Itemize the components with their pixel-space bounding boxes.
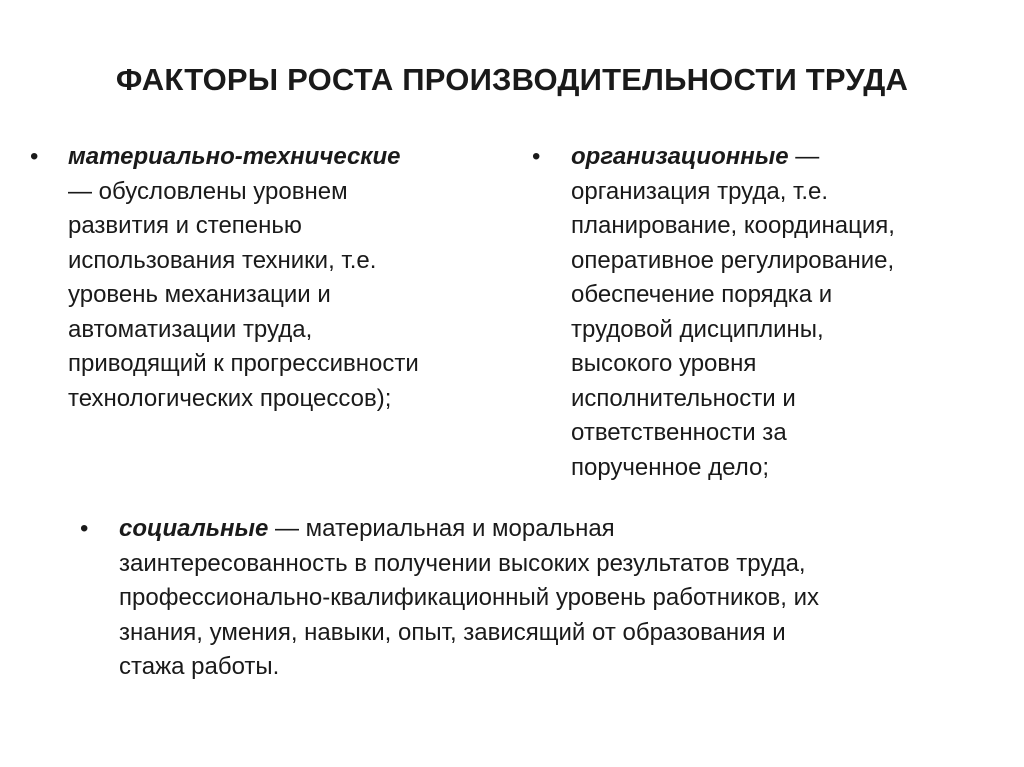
factor-text-line: исполнительности и	[571, 384, 796, 412]
factor-organizational	[571, 140, 991, 485]
factor-text-line: технологических процессов);	[68, 384, 392, 412]
factor-term: организационные	[571, 143, 789, 170]
factor-heading-line	[571, 140, 991, 175]
page-title: ФАКТОРЫ РОСТА ПРОИЗВОДИТЕЛЬНОСТИ ТРУДА	[115, 62, 909, 97]
factor-text-line: развития и степенью	[68, 212, 302, 239]
factor-text-line: автоматизации труда,	[68, 315, 313, 343]
factor-term: социальные	[119, 515, 269, 542]
bullet-marker: •	[80, 515, 89, 542]
factor-text-line: высокого уровня	[571, 350, 757, 377]
factor-text-line: заинтересованность в получении высоких результатов труда,	[119, 549, 806, 577]
factor-text-line: стажа работы.	[119, 653, 280, 680]
factor-text-line: — обусловлены уровнем	[68, 177, 348, 205]
factor-text-line: знания, умения, навыки, опыт, зависящий от образования и	[119, 618, 786, 646]
factor-dash: —	[788, 143, 820, 170]
factor-text-line: приводящий к прогрессивности	[68, 350, 419, 377]
factor-text-line: обеспечение порядка и	[571, 281, 833, 308]
factor-term: материально-технические	[68, 143, 401, 170]
factor-text-line: порученное дело;	[571, 453, 769, 481]
bullet-marker: •	[532, 143, 541, 170]
factor-social	[119, 512, 999, 685]
bullet-marker: •	[30, 143, 39, 170]
factor-text-line: профессионально-квалификационный уровень работников, их	[119, 584, 820, 611]
factor-text-line: трудовой дисциплины,	[571, 315, 824, 343]
factor-text-line: организация труда, т.е.	[571, 177, 829, 205]
factor-text-line: ответственности за	[571, 419, 787, 446]
factor-text: — материальная и моральная	[268, 515, 615, 542]
factor-text-line: использования техники, т.е.	[68, 246, 377, 274]
factor-heading-line	[119, 512, 999, 547]
factor-material-technical	[68, 140, 508, 416]
factor-text-line: оперативное регулирование,	[571, 246, 895, 274]
factor-text-line: планирование, координация,	[571, 212, 895, 239]
factor-text-line: уровень механизации и	[68, 281, 331, 308]
